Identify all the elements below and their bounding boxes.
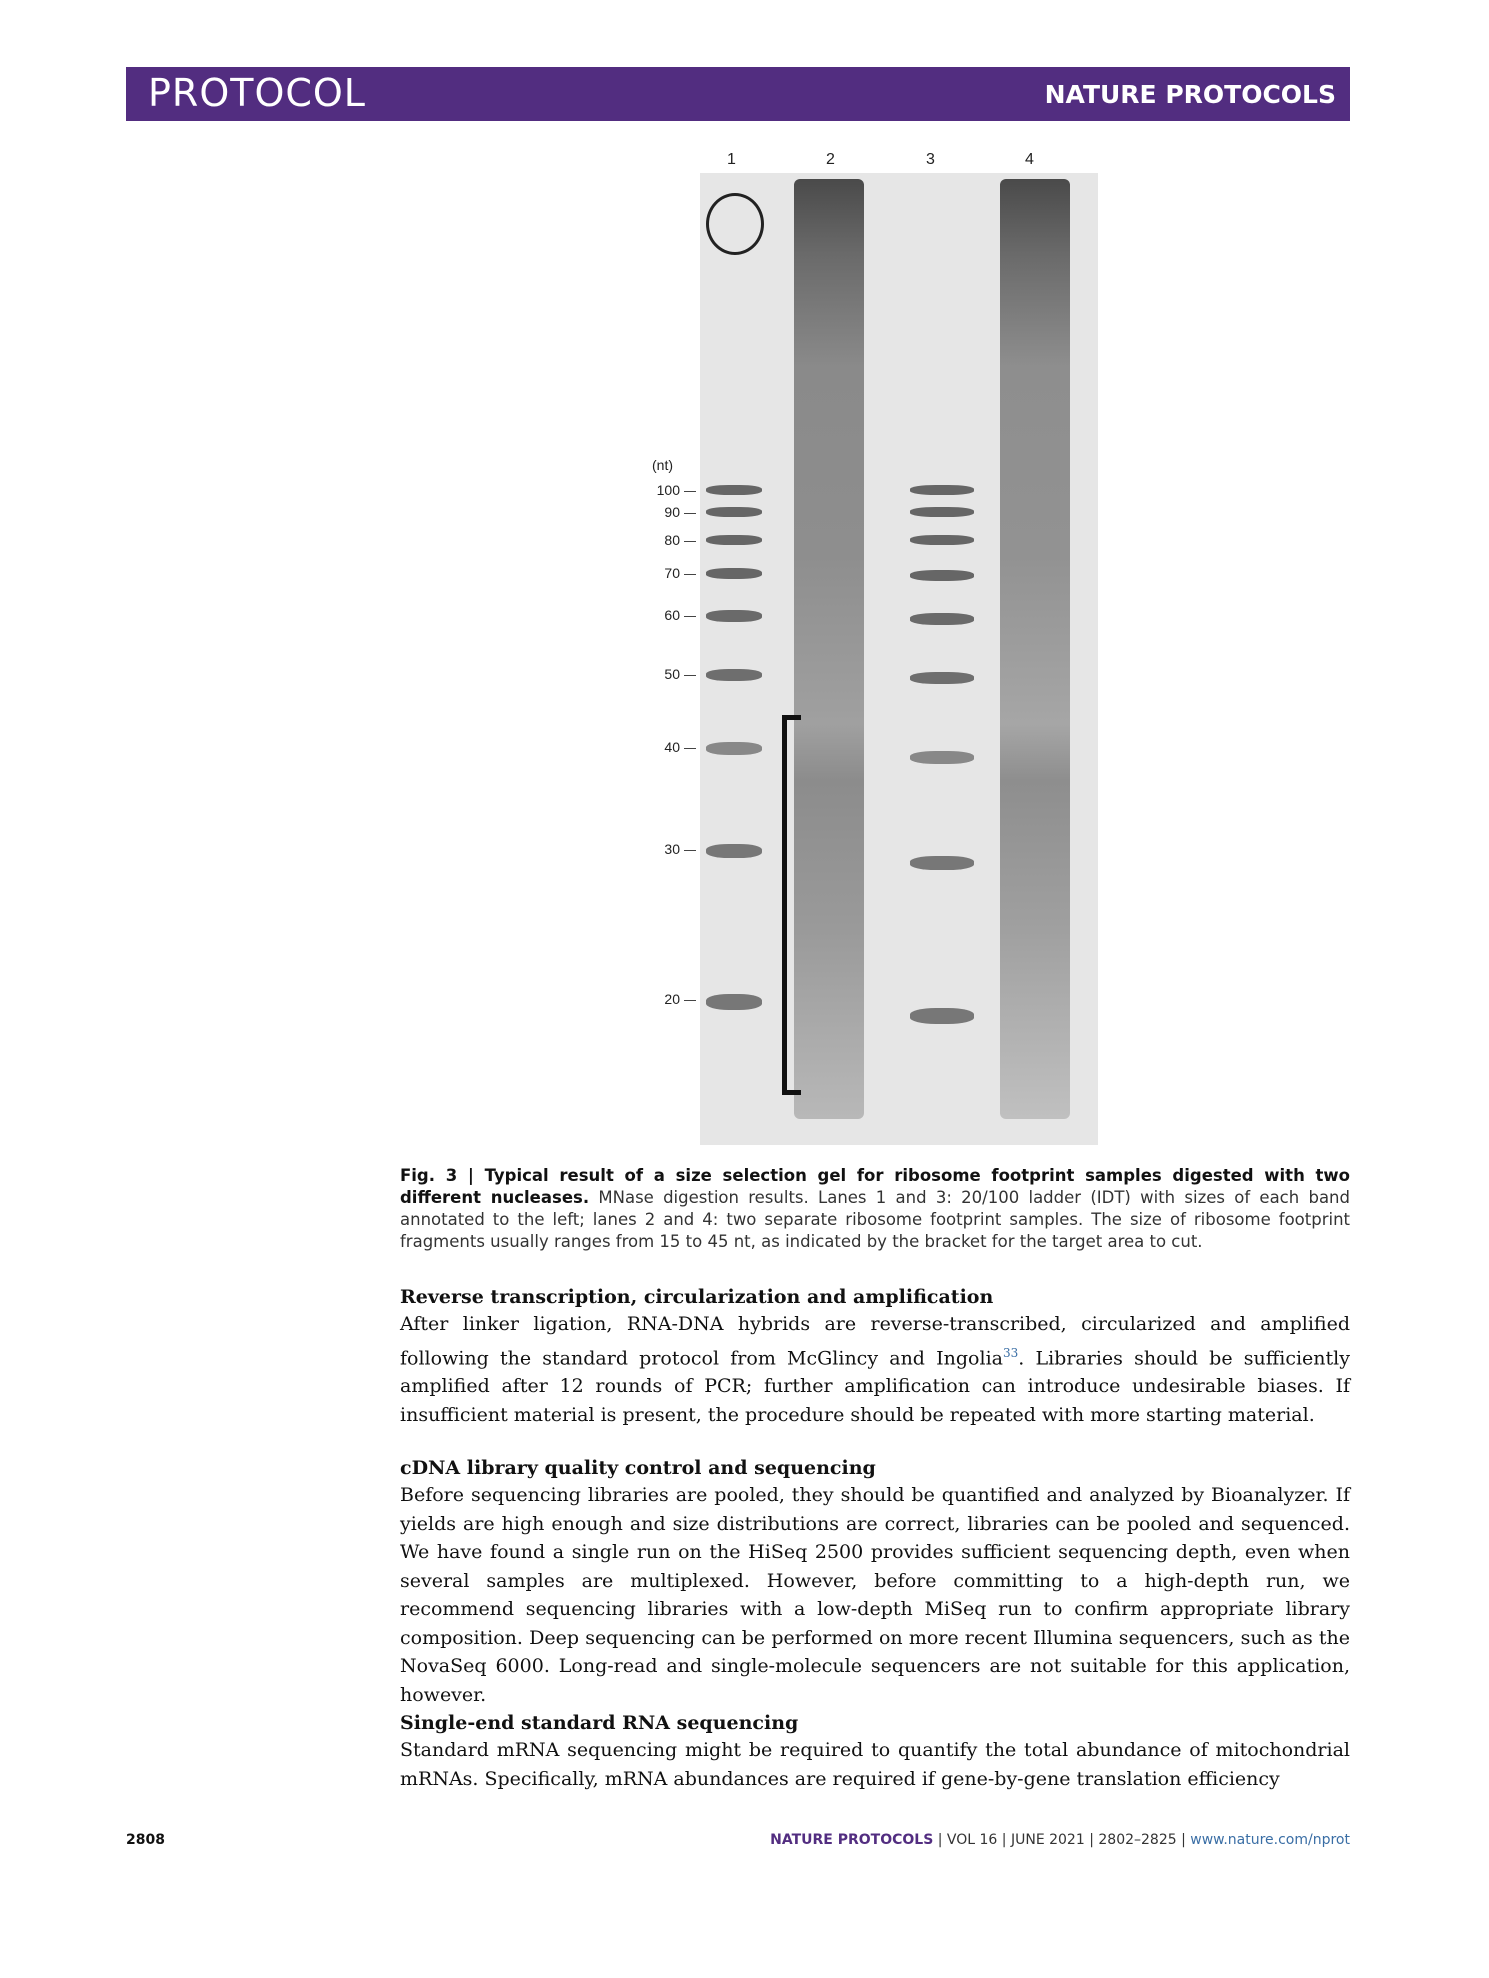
lane-number-1: 1 <box>727 151 736 168</box>
ladder-band <box>910 672 974 684</box>
caption-body: MNase digestion results. Lanes 1 and 3: 20/100 ladder (IDT) with sizes of each band annotated to the left; lanes 2 and 4: two separate ribosome footprint samples. The size of ribosome footprint fragments usually ranges from 15 to 45 nt, as indicated by the bracket for the target area to cut. <box>400 1188 1350 1251</box>
marker-label-60: 60 <box>664 607 680 623</box>
section-body: Before sequencing libraries are pooled, they should be quantified and analyzed by Bioanalyzer. If yields are high enough and size distributions are correct, libraries can be pooled and sequenced. We have found a single run on the HiSeq 2500 provides sufficient sequencing depth, even when several samples are multiplexed. However, before committing to a high-depth run, we recommend sequencing libraries with a low-depth MiSeq run to confirm appropriate library composition. Deep sequencing can be performed on more recent Illumina sequencers, such as the NovaSeq 6000. Long-read and single-molecule sequencers are not suitable for this application, however. <box>400 1484 1350 1706</box>
marker-label-100: 100 <box>656 482 680 498</box>
page-number: 2808 <box>126 1832 165 1848</box>
section-heading: cDNA library quality control and sequencing <box>400 1457 876 1479</box>
marker-label-50: 50 <box>664 666 680 682</box>
marker-tick <box>684 675 696 676</box>
section-body: Standard mRNA sequencing might be required to quantify the total abundance of mitochondrial mRNAs. Specifically, mRNA abundances are required if gene-by-gene translation efficiency <box>400 1739 1350 1790</box>
marker-label-80: 80 <box>664 532 680 548</box>
footer-sep: | <box>1181 1832 1186 1848</box>
marker-label-70: 70 <box>664 565 680 581</box>
marker-label-20: 20 <box>664 991 680 1007</box>
footer-volume: VOL 16 <box>946 1832 998 1848</box>
lane-number-4: 4 <box>1025 151 1034 168</box>
figure-caption <box>400 1165 1350 1253</box>
ladder-band <box>910 570 974 581</box>
marker-tick <box>684 491 696 492</box>
ladder-band <box>910 613 974 625</box>
ladder-band <box>706 844 762 858</box>
ladder-band <box>910 751 974 764</box>
ladder-band <box>706 568 762 579</box>
ladder-band <box>706 742 762 755</box>
footer-url[interactable]: www.nature.com/nprot <box>1190 1832 1350 1848</box>
gel-figure <box>630 145 1130 1150</box>
section-cdna-library <box>400 1455 1350 1709</box>
marker-tick <box>684 616 696 617</box>
unit-label: (nt) <box>652 457 673 473</box>
ladder-band <box>706 485 762 495</box>
section-heading: Reverse transcription, circularization and amplification <box>400 1286 994 1308</box>
marker-label-30: 30 <box>664 841 680 857</box>
ladder-band <box>706 535 762 545</box>
ladder-band <box>706 610 762 622</box>
gel-image <box>700 173 1098 1145</box>
footer-sep: | <box>1089 1832 1094 1848</box>
reference-link[interactable]: 33 <box>1002 1345 1019 1360</box>
footer-pages: 2802–2825 <box>1098 1832 1177 1848</box>
lane-number-2: 2 <box>826 151 835 168</box>
footer-sep: | <box>937 1832 943 1848</box>
section-heading: Single-end standard RNA sequencing <box>400 1712 799 1734</box>
well-ring <box>706 193 764 255</box>
sample-lane-4 <box>1000 179 1070 1119</box>
marker-tick <box>684 1000 696 1001</box>
footer-citation <box>770 1832 1350 1848</box>
marker-tick <box>684 541 696 542</box>
caption-title: Fig. 3 | Typical result of a size selection gel for ribosome footprint samples digested with two different nucleases. <box>400 1166 1350 1207</box>
ladder-band <box>910 507 974 517</box>
ladder-band <box>910 856 974 870</box>
ladder-band <box>706 994 762 1010</box>
body-text: . Libraries should be sufficiently amplified after 12 rounds of PCR; further amplification can introduce undesirable biases. If insufficient material is present, the procedure should be repeated with more starting material. <box>400 1346 1350 1426</box>
section-reverse-transcription <box>400 1284 1350 1429</box>
cut-bracket <box>782 715 801 1095</box>
journal-label: NATURE PROTOCOLS <box>1044 80 1336 109</box>
ladder-band <box>706 507 762 517</box>
lane-number-3: 3 <box>926 151 935 168</box>
ladder-band <box>910 535 974 545</box>
section-body <box>400 1310 1350 1429</box>
ladder-band <box>706 669 762 681</box>
sample-lane-2 <box>794 179 864 1119</box>
marker-tick <box>684 574 696 575</box>
marker-tick <box>684 748 696 749</box>
footer-journal: NATURE PROTOCOLS <box>770 1832 934 1848</box>
marker-tick <box>684 850 696 851</box>
body-text: After linker ligation, RNA-DNA hybrids are reverse-transcribed, circularized and amplified following the standard protocol from McGlincy and Ingolia <box>400 1313 1350 1369</box>
marker-tick <box>684 513 696 514</box>
marker-label-90: 90 <box>664 504 680 520</box>
footer-sep: | <box>1001 1832 1007 1848</box>
footer-date: JUNE 2021 <box>1010 1832 1085 1848</box>
ladder-band <box>910 485 974 495</box>
section-label: PROTOCOL <box>148 71 366 115</box>
marker-label-40: 40 <box>664 739 680 755</box>
section-single-end <box>400 1710 1350 1793</box>
ladder-band <box>910 1008 974 1024</box>
header-bar <box>126 67 1350 121</box>
